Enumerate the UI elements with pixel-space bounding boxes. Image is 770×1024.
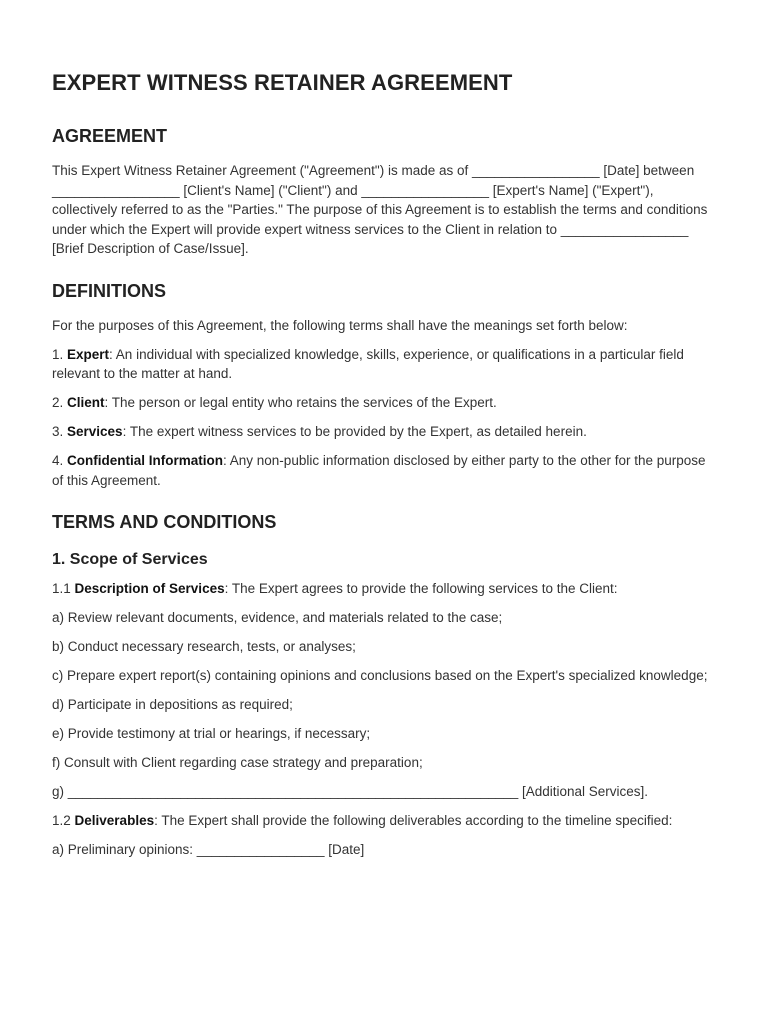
definitions-intro: For the purposes of this Agreement, the following terms shall have the meanings set forth below: [52, 317, 628, 333]
definition-number: 3. [52, 424, 68, 439]
clause-term: Description of Services [74, 581, 225, 596]
definition-item [52, 451, 718, 490]
service-item: e) Provide testimony at trial or hearings, if necessary; [52, 726, 371, 741]
terms-section [52, 512, 718, 860]
service-item: f) Consult with Client regarding case strategy and preparation; [52, 755, 423, 770]
definition-item [52, 422, 718, 442]
agreement-section [52, 126, 718, 259]
document-title: EXPERT WITNESS RETAINER AGREEMENT [52, 70, 513, 95]
definition-term: Services [67, 424, 123, 439]
definition-term: Expert [67, 346, 110, 362]
clause-number: 1.2 [52, 813, 75, 828]
agreement-heading: AGREEMENT [52, 126, 168, 146]
scope-heading: 1. Scope of Services [52, 551, 208, 568]
definition-term: Confidential Information [67, 453, 224, 468]
clause-text: : The Expert agrees to provide the following services to the Client: [224, 581, 618, 596]
definitions-section [52, 281, 718, 491]
definition-number: 4. [52, 453, 68, 468]
definition-text: : The expert witness services to be provided by the Expert, as detailed herein. [122, 424, 587, 439]
definition-item [52, 345, 718, 384]
clause-text: : The Expert shall provide the following deliverables according to the timeline specified: [154, 813, 673, 828]
definition-number: 1. [52, 346, 68, 362]
clause-1-1 [52, 579, 718, 599]
clause-1-2 [52, 811, 718, 831]
clause-term: Deliverables [74, 813, 155, 828]
definition-text: : An individual with specialized knowledge, skills, experience, or qualifications in a particular field relevant to the matter at hand. [52, 346, 684, 381]
definition-term: Client [67, 395, 105, 410]
agreement-body: This Expert Witness Retainer Agreement ("Agreement") is made as of _________________ [Date] between _________________ [Client's Name] ("Client") and _________________ [Expert's Name] ("Expert"), collectively referred to as the "Parties." The purpose of this Agreement is to establish the terms and conditions under which the Expert will provide expert witness services to the Client in relation to _________________ [Brief Description of Case/Issue]. [52, 163, 708, 256]
service-item: c) Prepare expert report(s) containing opinions and conclusions based on the Expert's specialized knowledge; [52, 668, 708, 683]
definitions-heading: DEFINITIONS [52, 280, 167, 301]
service-item: b) Conduct necessary research, tests, or analyses; [52, 639, 356, 654]
service-item: a) Review relevant documents, evidence, and materials related to the case; [52, 610, 503, 625]
deliverable-item: a) Preliminary opinions: _________________ [Date] [52, 842, 365, 857]
clause-number: 1.1 [52, 581, 75, 596]
definition-number: 2. [52, 395, 68, 410]
service-item: g) ____________________________________________________________ [Additional Services]. [52, 784, 649, 799]
definition-text: : Any non-public information disclosed by either party to the other for the purpose of this Agreement. [52, 453, 706, 488]
definition-item [52, 393, 718, 413]
terms-heading: TERMS AND CONDITIONS [52, 512, 277, 532]
service-item: d) Participate in depositions as required; [52, 697, 293, 712]
definition-text: : The person or legal entity who retains the services of the Expert. [104, 395, 497, 410]
